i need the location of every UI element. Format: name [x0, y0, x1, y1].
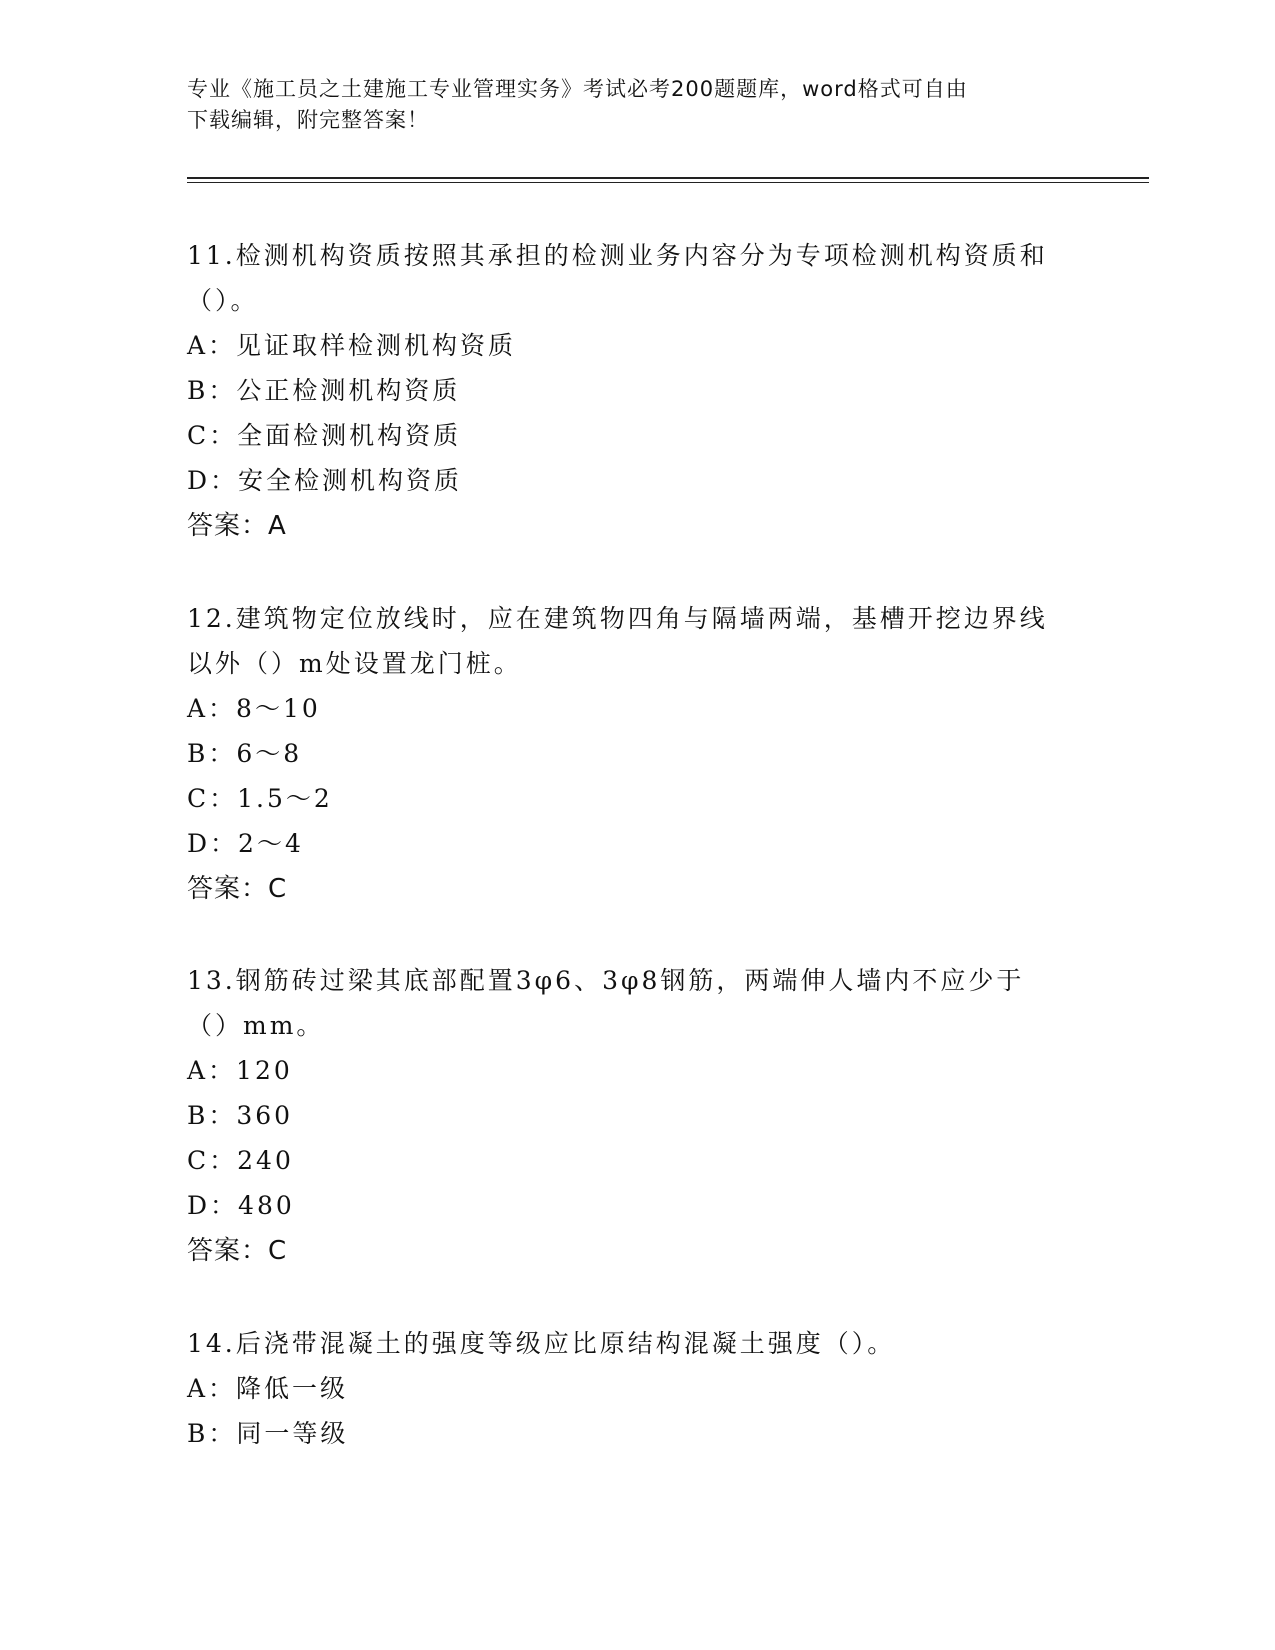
option-a: A：降低一级	[187, 1374, 349, 1403]
option-a: A：120	[187, 1056, 293, 1085]
option-c: C：全面检测机构资质	[187, 421, 462, 450]
answer: 答案：C	[187, 1236, 288, 1266]
option-b: B：公正检测机构资质	[187, 376, 461, 405]
question-stem-line-2: 以外（）m处设置龙门桩。	[187, 649, 522, 678]
question-stem-line-2: （）mm。	[187, 1011, 325, 1040]
answer: 答案：A	[187, 511, 287, 541]
question-13	[187, 958, 1087, 1274]
option-a: A：见证取样检测机构资质	[187, 331, 517, 360]
header-line-1: 专业《施工员之土建施工专业管理实务》考试必考200题题库，word格式可自由	[187, 77, 968, 101]
question-12	[187, 596, 1087, 912]
question-11	[187, 233, 1087, 549]
option-b: B：同一等级	[187, 1419, 349, 1448]
option-d: D：480	[187, 1191, 295, 1220]
question-stem-line-1: 12.建筑物定位放线时，应在建筑物四角与隔墙两端，基槽开挖边界线	[187, 604, 1048, 633]
option-a: A：8～10	[187, 694, 321, 723]
question-stem-line-1: 13.钢筋砖过梁其底部配置3φ6、3φ8钢筋，两端伸人墙内不应少于	[187, 966, 1025, 995]
option-d: D：2～4	[187, 829, 304, 858]
option-d: D：安全检测机构资质	[187, 466, 463, 495]
question-14	[187, 1321, 1087, 1456]
header-divider-thick	[187, 177, 1149, 179]
question-stem-line-1: 14.后浇带混凝土的强度等级应比原结构混凝土强度（）。	[187, 1329, 896, 1358]
header-line-2: 下载编辑，附完整答案！	[187, 108, 429, 132]
option-c: C：1.5～2	[187, 784, 333, 813]
question-stem-line-1: 11.检测机构资质按照其承担的检测业务内容分为专项检测机构资质和	[187, 241, 1048, 270]
header-divider-thin	[187, 182, 1149, 183]
option-b: B：360	[187, 1101, 294, 1130]
document-header	[187, 74, 1087, 136]
option-b: B：6～8	[187, 739, 303, 768]
question-stem-line-2: （）。	[187, 286, 259, 315]
option-c: C：240	[187, 1146, 294, 1175]
answer: 答案：C	[187, 874, 288, 904]
